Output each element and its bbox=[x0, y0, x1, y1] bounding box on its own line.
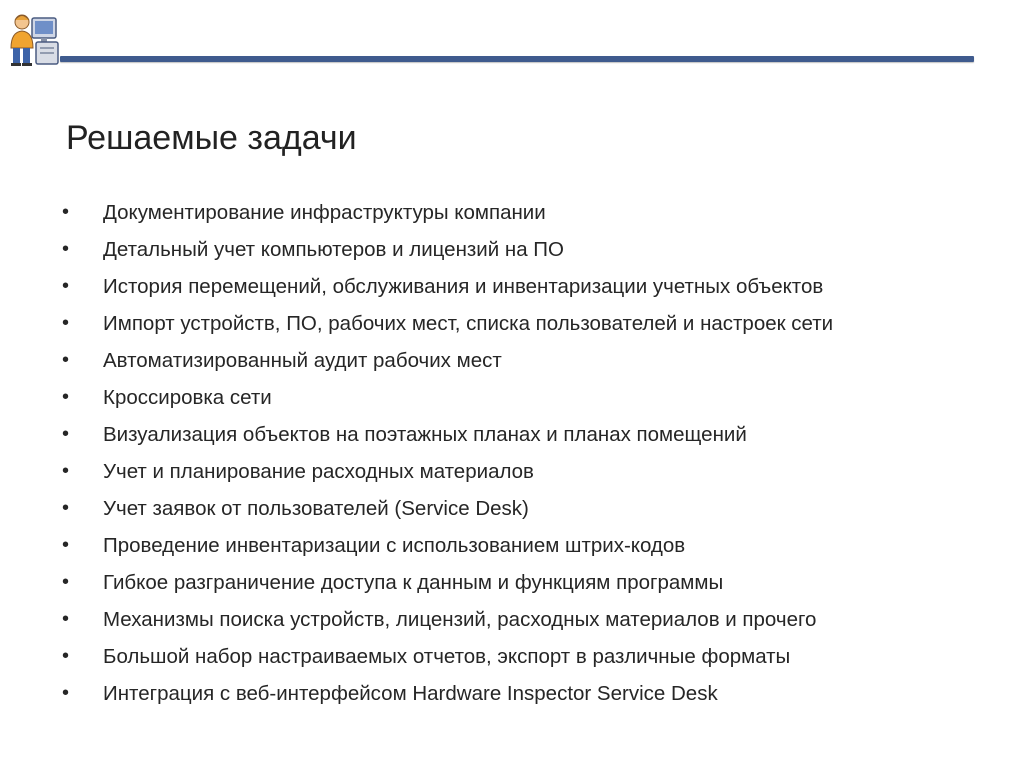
bullet: • bbox=[62, 423, 70, 445]
page-title: Решаемые задачи bbox=[66, 119, 357, 157]
list-item bbox=[62, 194, 966, 231]
bullet: • bbox=[62, 275, 70, 297]
list-item bbox=[62, 416, 966, 453]
bullet: • bbox=[62, 386, 70, 408]
list-item-text: Детальный учет компьютеров и лицензий на ПО bbox=[103, 238, 564, 261]
bullet: • bbox=[62, 349, 70, 371]
bullet: • bbox=[62, 312, 70, 334]
list-item bbox=[62, 268, 966, 305]
list-item-text: Большой набор настраиваемых отчетов, экспорт в различные форматы bbox=[103, 645, 791, 668]
bullet: • bbox=[62, 645, 70, 667]
list-item-text: Интеграция с веб-интерфейсом Hardware Inspector Service Desk bbox=[103, 682, 718, 705]
list-item bbox=[62, 490, 966, 527]
bullet: • bbox=[62, 460, 70, 482]
list-item bbox=[62, 601, 966, 638]
list-item-text: Визуализация объектов на поэтажных планах и планах помещений bbox=[103, 423, 747, 446]
list-item bbox=[62, 453, 966, 490]
bullet: • bbox=[62, 534, 70, 556]
list-item bbox=[62, 379, 966, 416]
list-item bbox=[62, 342, 966, 379]
list-item bbox=[62, 305, 966, 342]
list-item bbox=[62, 638, 966, 675]
list-item-text: Импорт устройств, ПО, рабочих мест, списка пользователей и настроек сети bbox=[103, 312, 834, 335]
bullet: • bbox=[62, 682, 70, 704]
bullet: • bbox=[62, 201, 70, 223]
list-item bbox=[62, 231, 966, 268]
bullet: • bbox=[62, 608, 70, 630]
list-item-text: Документирование инфраструктуры компании bbox=[103, 201, 546, 224]
list-item bbox=[62, 675, 966, 712]
list-item-text: Гибкое разграничение доступа к данным и функциям программы bbox=[103, 571, 724, 594]
header-divider bbox=[60, 56, 974, 62]
computer-user-icon bbox=[6, 8, 60, 66]
list-item bbox=[62, 564, 966, 601]
list-item-text: История перемещений, обслуживания и инвентаризации учетных объектов bbox=[103, 275, 824, 298]
bullet: • bbox=[62, 571, 70, 593]
task-list bbox=[62, 194, 966, 712]
bullet: • bbox=[62, 238, 70, 260]
list-item bbox=[62, 527, 966, 564]
list-item-text: Учет и планирование расходных материалов bbox=[103, 460, 534, 483]
list-item-text: Механизмы поиска устройств, лицензий, расходных материалов и прочего bbox=[103, 608, 817, 631]
list-item-text: Автоматизированный аудит рабочих мест bbox=[103, 349, 502, 372]
list-item-text: Проведение инвентаризации с использованием штрих-кодов bbox=[103, 534, 686, 557]
bullet: • bbox=[62, 497, 70, 519]
list-item-text: Учет заявок от пользователей (Service Desk) bbox=[103, 497, 529, 520]
list-item-text: Кроссировка сети bbox=[103, 386, 272, 409]
